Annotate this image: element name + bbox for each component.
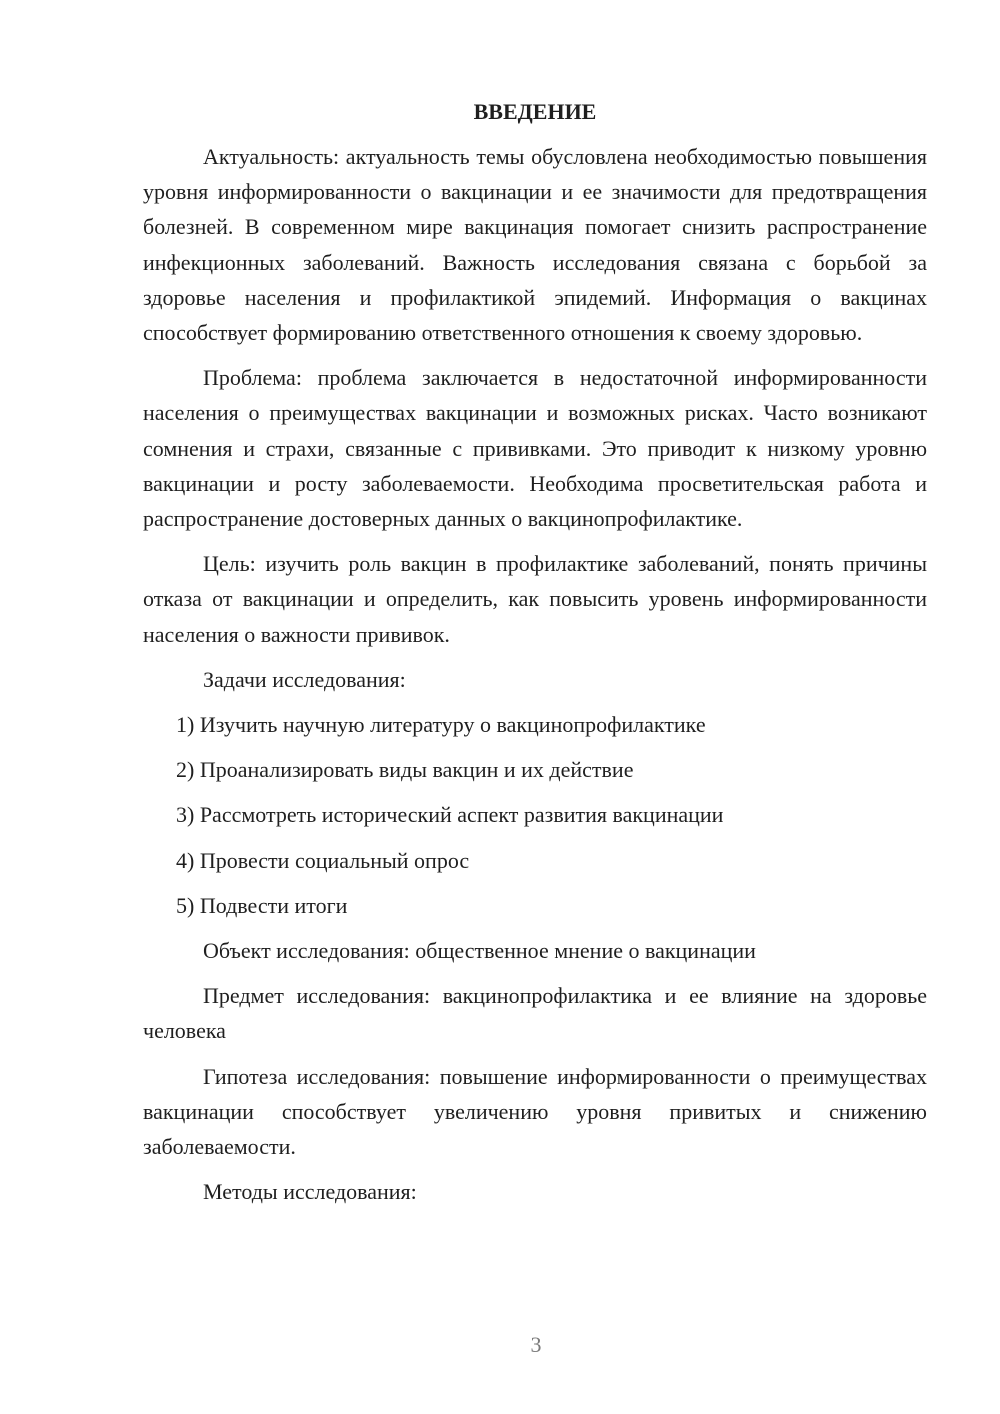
list-item: 3) Рассмотреть исторический аспект развития вакцинации bbox=[176, 802, 724, 828]
list-item: 4) Провести социальный опрос bbox=[176, 847, 470, 873]
methods-heading: Методы исследования: bbox=[203, 1179, 417, 1205]
problem-paragraph: Проблема: проблема заключается в недостаточной информированности населения о преимуществах вакцинации и возможных рисках. Часто возникают сомнения и страхи, связанные с прививками. Это приводит к низкому уровню вакцинации и росту заболеваемости. Необходима просветительская работа и распространение достоверных данных о вакцинопрофилактике. bbox=[143, 365, 927, 532]
goal-paragraph: Цель: изучить роль вакцин в профилактике заболеваний, понять причины отказа от вакцинации и определить, как повысить уровень информированности населения о важности прививок. bbox=[143, 551, 927, 647]
hypothesis-paragraph: Гипотеза исследования: повышение информированности о преимуществах вакцинации способствует увеличению уровня привитых и снижению заболеваемости. bbox=[143, 1063, 927, 1160]
list-item: 2) Проанализировать виды вакцин и их действие bbox=[176, 757, 634, 783]
list-item: 5) Подвести итоги bbox=[176, 892, 348, 918]
tasks-heading: Задачи исследования: bbox=[203, 666, 406, 692]
subject-paragraph: Предмет исследования: вакцинопрофилактика и ее влияние на здоровье человека bbox=[143, 983, 927, 1044]
tasks-list bbox=[143, 707, 927, 923]
relevance-paragraph: Актуальность: актуальность темы обусловлена необходимостью повышения уровня информированности о вакцинации и ее значимости для предотвращения болезней. В современном мире вакцинация помогает снизить распространение инфекционных заболеваний. Важность исследования связана с борьбой за здоровье населения и профилактикой эпидемий. Информация о вакцинах способствует формированию ответственного отношения к своему здоровью. bbox=[143, 144, 927, 346]
page-title: ВВЕДЕНИЕ bbox=[473, 99, 597, 124]
object-paragraph: Объект исследования: общественное мнение о вакцинации bbox=[203, 938, 756, 964]
page-number: 3 bbox=[530, 1332, 542, 1357]
list-item: 1) Изучить научную литературу о вакцинопрофилактике bbox=[176, 712, 706, 738]
page-content bbox=[143, 94, 927, 1219]
